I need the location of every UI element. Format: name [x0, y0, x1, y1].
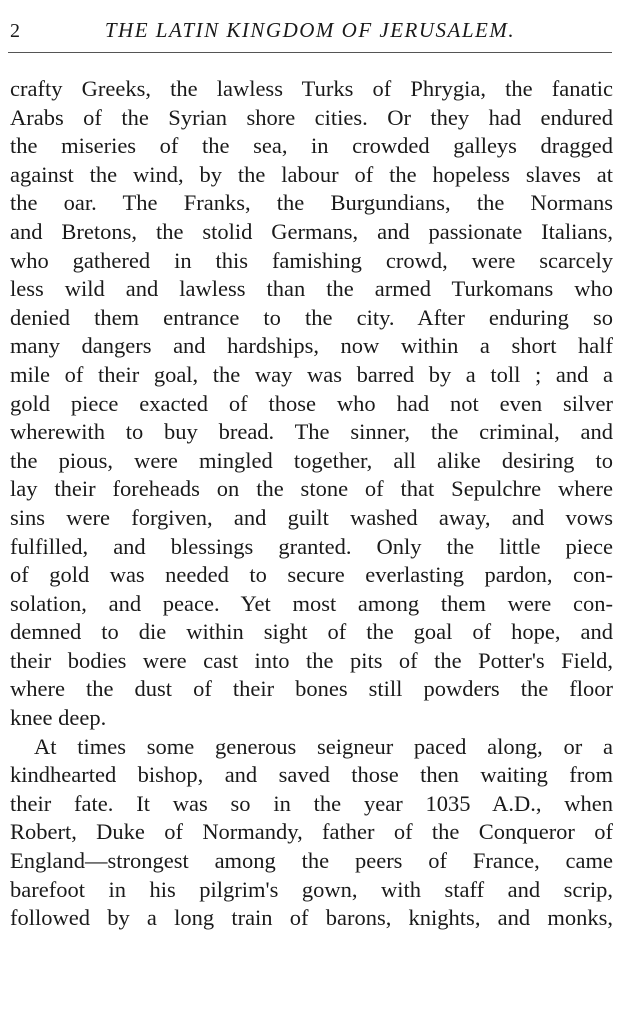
text-line: knee deep. — [10, 705, 107, 731]
text-line: crafty Greeks, the lawless Turks of Phrygia, the fanatic — [10, 76, 613, 101]
text-line: lay their foreheads on the stone of that Sepulchre where — [10, 476, 613, 502]
text-line: demned to die within sight of the goal of hope, and — [10, 619, 613, 645]
text-line: and Bretons, the stolid Germans, and passionate Italians, — [10, 218, 613, 244]
text-line: the oar. The Franks, the Burgundians, the Normans — [10, 190, 613, 216]
text-line: their fate. It was so in the year 1035 A.D., when — [10, 790, 613, 816]
paragraph-2 — [10, 733, 613, 933]
text-line: fulfilled, and blessings granted. Only the little piece — [10, 533, 613, 559]
running-title: THE LATIN KINGDOM OF JERUSALEM. — [104, 18, 516, 42]
paragraph-1 — [10, 75, 613, 733]
text-line: barefoot in his pilgrim's gown, with staff and scrip, — [10, 876, 613, 902]
text-line: denied them entrance to the city. After enduring so — [10, 304, 613, 330]
text-line: their bodies were cast into the pits of the Potter's Field, — [10, 647, 613, 673]
body-text — [10, 75, 613, 933]
text-line: of gold was needed to secure everlasting pardon, con- — [10, 562, 613, 588]
text-line: followed by a long train of barons, knights, and monks, — [10, 905, 613, 931]
text-line: sins were forgiven, and guilt washed away, and vows — [10, 504, 613, 530]
text-line: Robert, Duke of Normandy, father of the Conqueror of — [10, 819, 613, 845]
text-line: Arabs of the Syrian shore cities. Or they had endured — [10, 104, 613, 130]
page-header — [10, 14, 610, 46]
text-line: many dangers and hardships, now within a short half — [10, 333, 613, 359]
text-line: the pious, were mingled together, all alike desiring to — [10, 447, 613, 473]
text-line: who gathered in this famishing crowd, were scarcely — [10, 247, 613, 273]
text-line: kindhearted bishop, and saved those then waiting from — [10, 762, 613, 788]
text-line: England—strongest among the peers of France, came — [10, 848, 613, 874]
text-line: gold piece exacted of those who had not even silver — [10, 390, 613, 416]
text-line: the miseries of the sea, in crowded galleys dragged — [10, 133, 613, 159]
page-number: 2 — [10, 20, 20, 42]
text-line: less wild and lawless than the armed Turkomans who — [10, 276, 613, 302]
text-line: mile of their goal, the way was barred by a toll ; and a — [10, 361, 613, 387]
text-line: solation, and peace. Yet most among them were con- — [10, 590, 613, 616]
text-line: where the dust of their bones still powders the floor — [10, 676, 613, 702]
header-rule — [8, 52, 612, 53]
text-line: wherewith to buy bread. The sinner, the criminal, and — [10, 419, 613, 445]
text-line: against the wind, by the labour of the hopeless slaves at — [10, 161, 613, 187]
text-line: At times some generous seigneur paced along, or a — [34, 733, 613, 759]
